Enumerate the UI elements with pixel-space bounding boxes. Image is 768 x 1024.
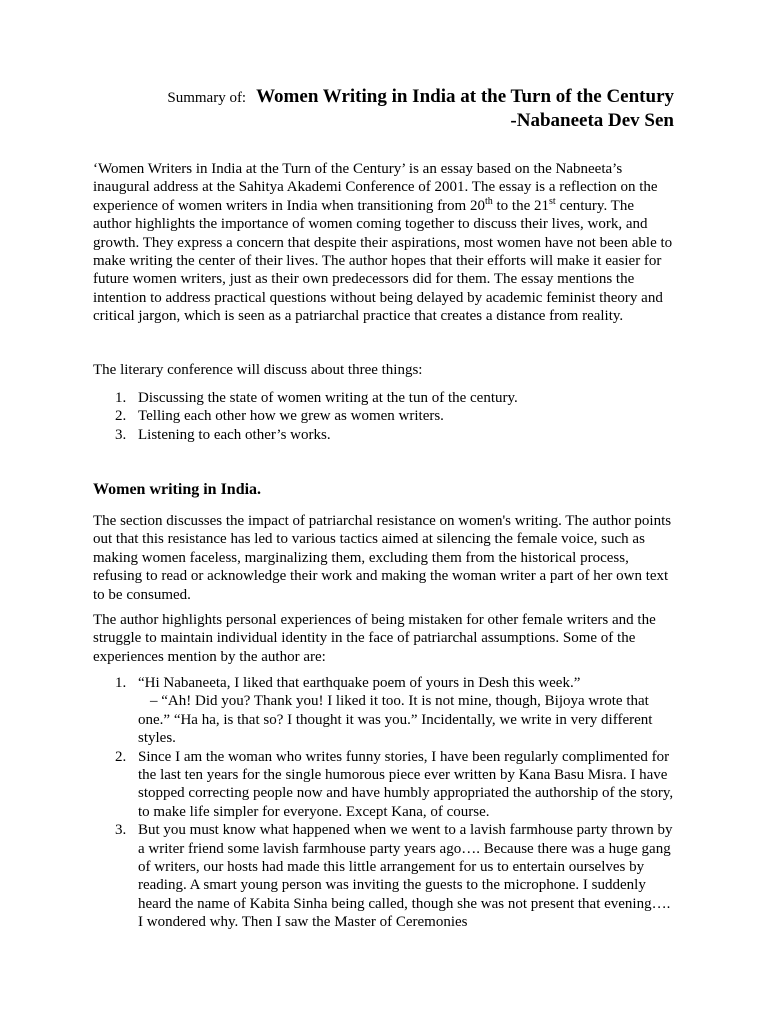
- document-title: [0, 86, 674, 132]
- intro-paragraph: ‘Women Writers in India at the Turn of the Century’ is an essay based on the Nabneeta’s inaugural address at the Sahitya Akademi Conference of 2001. The essay is a reflection on the experience of women writers in India when transitioning from 20th to the 21st century. The author highlights the importance of women coming together to discuss their lives, work, and growth. They express a concern that despite their aspirations, most women have not been able to make writing the center of their lives. The author hopes that their efforts will make it easier for future women writers, just as their own predecessors did for them. The essay mentions the intention to address practical questions without being delayed by academic feminist theory and critical jargon, which is seen as a patriarchal practice that creates a distance from reality.: [93, 161, 673, 325]
- list-item: 1. “Hi Nabaneeta, I liked that earthquake poem of yours in Desh this week.” – “Ah! Did you? Thank you! I liked it too. It is not mine, though, Bijoya wrote that one.” “Ha ha, is that so? I thought it was you.” Incidentally, we write in very different styles.: [115, 675, 653, 747]
- list-item: 3. But you must know what happened when we went to a lavish farmhouse party thrown by a writer friend some lavish farmhouse party years ago…. Because there was a huge gang of writers, our hosts had made this little arrangement for us to entertain ourselves by reading. A smart young person was inviting the guests to the microphone. I suddenly heard the name of Kabita Sinha being called, though she was not present that evening…. I wondered why. Then I saw the Master of Ceremonies: [115, 822, 673, 931]
- section-paragraph-2: The author highlights personal experiences of being mistaken for other female writers and the struggle to maintain individual identity in the face of patriarchal assumptions. Some of the experiences mention by the author are:: [93, 612, 656, 665]
- list-item: 1. Discussing the state of women writing at the tun of the century.: [115, 390, 518, 406]
- section-paragraph-1: The section discusses the impact of patriarchal resistance on women's writing. The author points out that this resistance has led to various tactics aimed at silencing the female voice, such as making women faceless, marginalizing them, excluding them from the historical process, refusing to read or acknowledge their work and making the woman writer a part of her own text to be consumed.: [93, 513, 672, 603]
- title-author: -Nabaneeta Dev Sen: [510, 110, 674, 131]
- list-item: 2. Telling each other how we grew as women writers.: [115, 408, 444, 425]
- conference-lead: The literary conference will discuss about three things:: [93, 362, 423, 378]
- list-item: 2. Since I am the woman who writes funny stories, I have been regularly complimented for the last ten years for the single humorous piece ever written by Kana Basu Misra. I have stopped correcting people now and have humbly appropriated the authorship of the story, to make life simpler for everyone. Except Kana, of course.: [115, 748, 674, 820]
- experiences-list: [93, 674, 675, 932]
- conference-list: [93, 389, 675, 444]
- section-heading: Women writing in India.: [93, 481, 262, 498]
- list-item: 3. Listening to each other’s works.: [115, 426, 331, 443]
- title-main: Women Writing in India at the Turn of the Century: [256, 86, 674, 107]
- title-prefix: Summary of:: [167, 90, 247, 106]
